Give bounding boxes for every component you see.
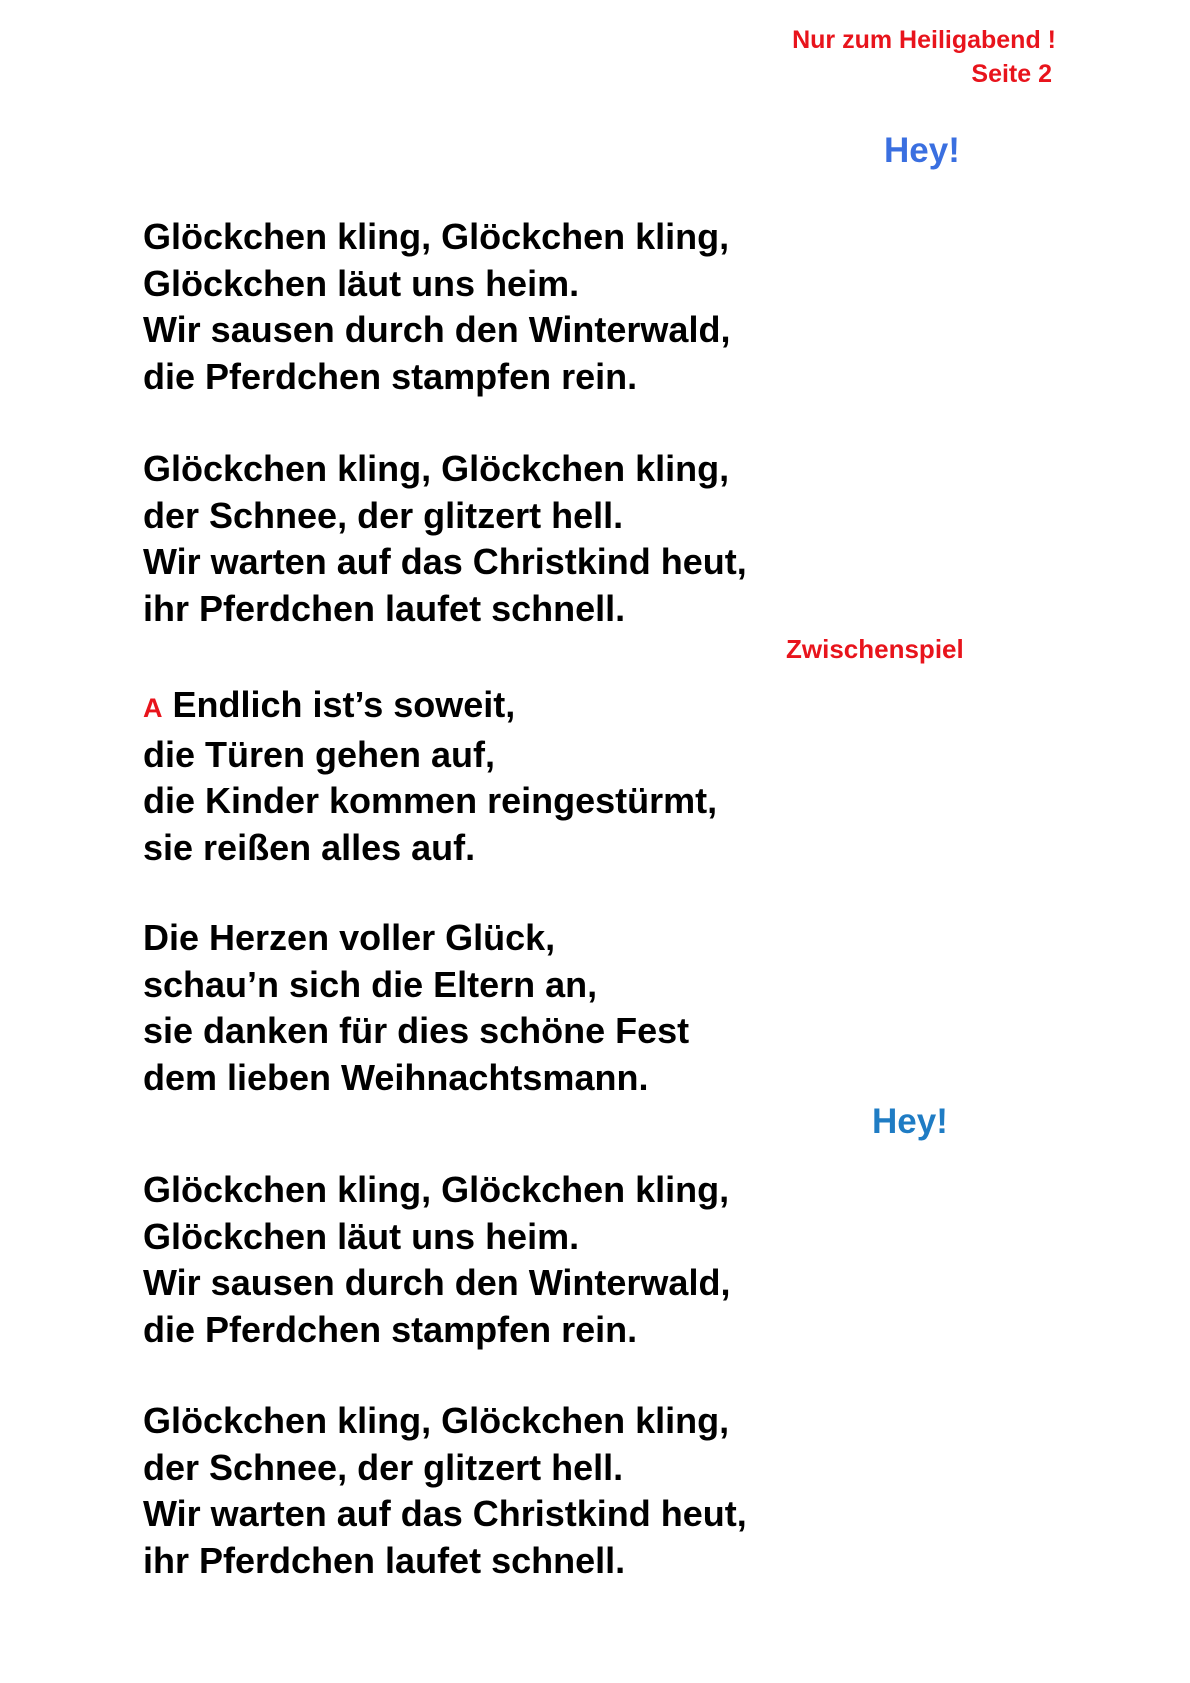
verse-line: der Schnee, der glitzert hell.	[143, 1446, 624, 1488]
verse-line: Glöckchen kling, Glöckchen kling,	[143, 1169, 730, 1210]
verse-line: schau’n sich die Eltern an,	[143, 963, 598, 1005]
verse-line: die Pferdchen stampfen rein.	[143, 355, 638, 397]
stanza-1	[143, 214, 730, 400]
verse-line: Glöckchen kling, Glöckchen kling,	[143, 448, 730, 489]
verse-line: der Schnee, der glitzert hell.	[143, 494, 624, 536]
hey-callout-1: Hey!	[884, 131, 960, 170]
hey-callout-2: Hey!	[872, 1102, 948, 1141]
stanza-4	[143, 915, 689, 1101]
stanza-3	[143, 682, 717, 871]
interlude-label: Zwischenspiel	[786, 634, 964, 664]
verse-line	[143, 682, 717, 732]
page-number: Seite 2	[971, 60, 1052, 88]
stanza-5	[143, 1167, 730, 1353]
verse-line: die Kinder kommen reingestürmt,	[143, 780, 718, 821]
verse-line: Glöckchen kling, Glöckchen kling,	[143, 1400, 730, 1441]
verse-line: die Türen gehen auf,	[143, 733, 496, 775]
verse-line-text: Endlich ist’s soweit,	[172, 684, 516, 725]
part-marker: A	[143, 693, 163, 723]
verse-line: dem lieben Weihnachtsmann.	[143, 1056, 649, 1098]
verse-line: Die Herzen voller Glück,	[143, 917, 556, 958]
stanza-2	[143, 446, 747, 632]
verse-line: Wir sausen durch den Winterwald,	[143, 1262, 731, 1303]
verse-line: die Pferdchen stampfen rein.	[143, 1308, 638, 1350]
verse-line: Wir warten auf das Christkind heut,	[143, 541, 747, 582]
verse-line: Glöckchen läut uns heim.	[143, 262, 580, 304]
verse-line: Wir warten auf das Christkind heut,	[143, 1493, 747, 1534]
verse-line: sie danken für dies schöne Fest	[143, 1010, 690, 1051]
stanza-6	[143, 1398, 747, 1584]
verse-line: sie reißen alles auf.	[143, 826, 476, 868]
header-note: Nur zum Heiligabend !	[792, 26, 1056, 54]
verse-line: ihr Pferdchen laufet schnell.	[143, 587, 626, 629]
verse-line: Glöckchen läut uns heim.	[143, 1215, 580, 1257]
verse-line: ihr Pferdchen laufet schnell.	[143, 1539, 626, 1581]
verse-line: Glöckchen kling, Glöckchen kling,	[143, 216, 730, 257]
verse-line: Wir sausen durch den Winterwald,	[143, 309, 731, 350]
